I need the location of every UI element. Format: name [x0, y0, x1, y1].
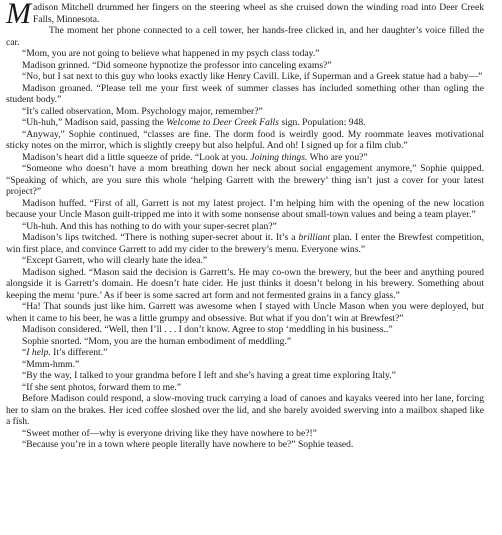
paragraph: “Anyway,” Sophie continued, “classes are fine. The dorm food is weirdly good. My roommate leaves motivational sticky notes on the mirror, which is slightly creepy but also helpful. And oh! I signed up for a film club.” [6, 128, 484, 151]
paragraph-text: “ [22, 347, 27, 358]
paragraph: “Except Garrett, who will clearly hate the idea.” [22, 255, 208, 266]
paragraph-text: Madison’s lips twitched. “There is nothing super-secret about it. It’s a [22, 232, 299, 243]
paragraph: Before Madison could respond, a slow-moving truck carrying a load of canoes and kayaks veered into her lane, forcing her to slam on the brakes. Her iced coffee sloshed over the lid, and she barely avoided swerving into a mailbox shaped like a fish. [6, 393, 484, 427]
paragraph: “Someone who doesn’t have a mom breathing down her neck about social engagement anymore,” Sophie quipped. “Speaking of which, are you sure this whole ‘helping Garrett with the brewery’ thing isn’t just a cover for your latest project?” [6, 163, 484, 197]
paragraph: Madison huffed. “First of all, Garrett is not my latest project. I’m helping him with the opening of the new location because your Uncle Mason guilt-tripped me into it with some nonsense about small-town values and being a team player.” [6, 197, 484, 220]
paragraph-text: sign. Population: 948. [278, 117, 366, 128]
paragraph: “Mmm-hmm.” [22, 358, 80, 370]
paragraph: “No, but I sat next to this guy who looks exactly like Henry Cavill. Like, if Superman and a Greek statue had a baby—” [22, 71, 483, 82]
paragraph-text: “Uh-huh,” Madison said, passing the [22, 117, 167, 128]
paragraph-text: It’s different.” [50, 347, 108, 358]
paragraph: Madison grinned. “Did someone hypnotize the professor into canceling exams?” [22, 59, 332, 71]
paragraph: “By the way, I talked to your grandma before I left and she’s having a great time exploring Italy.” [22, 370, 396, 381]
paragraph-text: Madison’s heart did a little squeeze of pride. “Look at you. [22, 151, 251, 163]
paragraph [6, 152, 484, 164]
italic-emphasis: Joining things. [250, 151, 308, 163]
paragraph: Sophie snorted. “Mom, you are the human embodiment of meddling.” [22, 335, 292, 347]
paragraph: Madison sighed. “Mason said the decision is Garrett’s. He may co-own the brewery, but the beer and anything poured alongside it is Garrett’s domain. He doesn’t hate cider. He just thinks it doesn’t belong in his brewery. Something about keeping the menu ‘pure.’ As if beer is some sacred art form and not fermented grains in a fancy glass.” [6, 266, 484, 301]
paragraph: The moment her phone connected to a cell tower, her hands-free clicked in, and her daughter’s voice filled the car. [6, 25, 484, 48]
paragraph: Madison considered. “Well, then I’ll . . . I don’t know. Agree to stop ‘meddling in his business..” [22, 324, 393, 335]
drop-cap: M [6, 0, 31, 30]
paragraph: Madison groaned. “Please tell me your first week of summer classes has included something other than ogling the student body.” [6, 82, 484, 105]
italic-emphasis: I help. [26, 347, 51, 358]
paragraph: “Mom, you are not going to believe what happened in my psych class today.” [22, 48, 320, 59]
paragraph-text: Who are you?” [307, 151, 368, 163]
paragraph: “Sweet mother of—why is everyone driving like they have nowhere to be?!” [22, 427, 317, 439]
paragraph [6, 117, 484, 129]
italic-sign-name: Welcome to Deer Creek Falls [166, 117, 279, 128]
paragraph [6, 232, 484, 255]
paragraph [6, 347, 484, 359]
paragraph-opening [6, 0, 484, 30]
paragraph-text: plan. I enter the Brewfest competition, win first place, and convince Garrett to add my cider to the brewery’s menu. Everyone wins.” [6, 232, 484, 255]
paragraph-text: adison Mitchell drummed her fingers on the steering wheel as she cruised down the winding road into Deer Creek Falls, Minnesota. [33, 2, 484, 25]
paragraph: “Uh-huh. And this has nothing to do with your super-secret plan?” [22, 220, 277, 232]
paragraph: “Because you’re in a town where people literally have nowhere to be?” Sophie teased. [22, 439, 354, 450]
italic-emphasis: brilliant [298, 232, 330, 243]
paragraph: “It’s called observation, Mom. Psychology major, remember?” [22, 105, 263, 117]
paragraph: “If she sent photos, forward them to me.” [22, 381, 182, 393]
paragraph: “Ha! That sounds just like him. Garrett was awesome when I stayed with Uncle Mason when you were deployed, but when it came to his beer, he was a little grumpy and obsessive. But what if you don’t win at Brewfest?” [6, 301, 484, 324]
